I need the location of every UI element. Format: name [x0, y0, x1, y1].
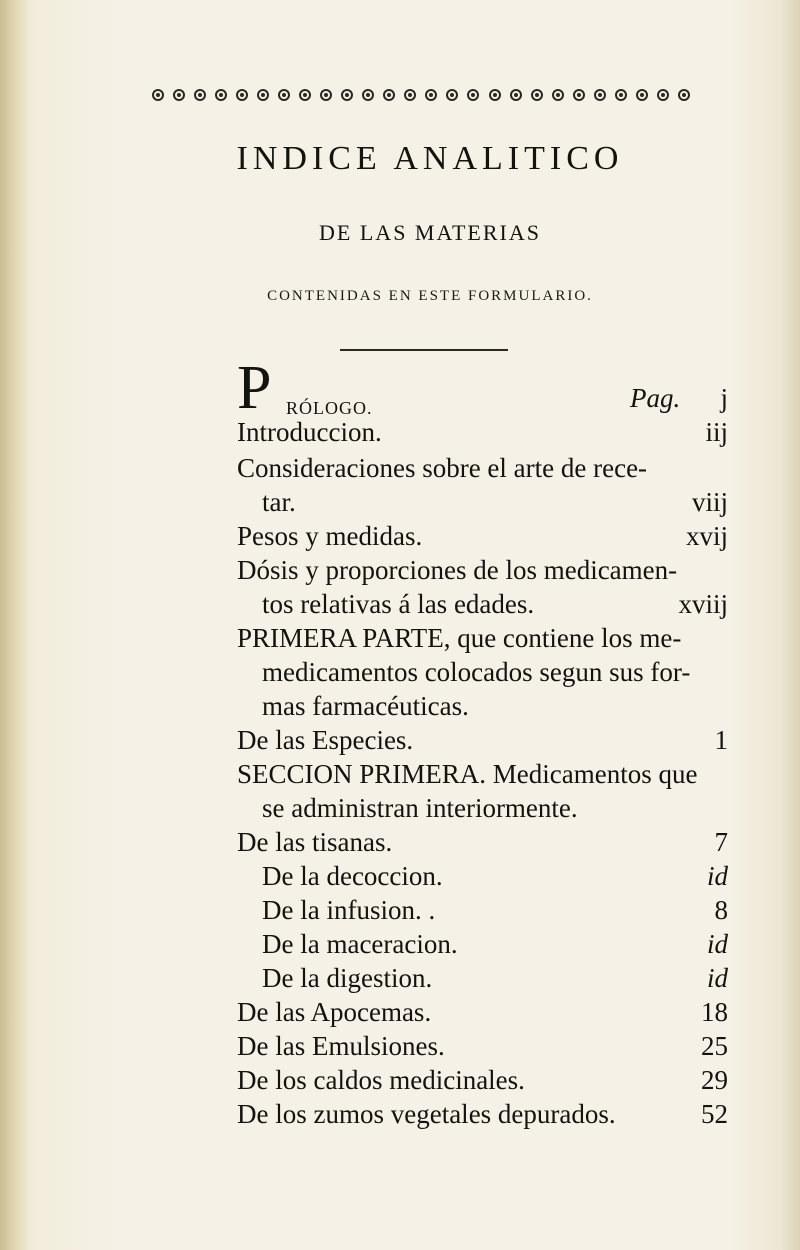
entry-page: 7: [714, 827, 728, 857]
entry-page: 29: [701, 1065, 728, 1095]
entry-page: id: [706, 963, 728, 993]
entry-text: PRIMERA PARTE, que contiene los me-: [237, 623, 682, 653]
entry-page: xvij: [685, 521, 728, 551]
page-subtitle: DE LAS MATERIAS: [319, 220, 541, 245]
entry-text: Dósis y proporciones de los medicamen-: [237, 555, 678, 585]
entry-page: iij: [705, 417, 728, 447]
entry-text: mas farmacéuticas.: [262, 691, 469, 721]
pag-label: Pag.: [630, 383, 681, 413]
entry-text: De los zumos vegetales depurados.: [237, 1099, 616, 1129]
entry-page: 8: [714, 895, 728, 925]
entry-text: tar.: [262, 487, 296, 517]
prologo-page: j: [720, 383, 728, 413]
entry-page: 25: [701, 1031, 728, 1061]
entry-text: De la decoccion.: [262, 861, 443, 891]
entry-page: xviij: [678, 589, 728, 619]
page-subtitle-2: CONTENIDAS EN ESTE FORMULARIO.: [267, 288, 593, 304]
entry-text: De la infusion. .: [262, 895, 436, 925]
dropcap: P: [237, 354, 272, 422]
entry-text: De las tisanas.: [237, 827, 393, 857]
entry-text: Introduccion.: [237, 417, 382, 447]
entry-page: id: [706, 929, 728, 959]
entry-page: viij: [691, 487, 728, 517]
entry-page: 1: [714, 725, 728, 755]
entry-page: 52: [701, 1099, 728, 1129]
entry-text: De los caldos medicinales.: [237, 1065, 525, 1095]
entry-text: De las Apocemas.: [237, 997, 432, 1027]
entry-text: SECCION PRIMERA. Medicamentos que: [237, 759, 698, 789]
entry-text: De la maceracion.: [262, 929, 458, 959]
entry-text: se administran interiormente.: [262, 793, 578, 823]
entry-page: 18: [701, 997, 728, 1027]
prologo-label: RÓLOGO.: [286, 398, 373, 418]
entry-page: id: [706, 861, 728, 891]
entry-text: Pesos y medidas.: [237, 521, 423, 551]
entry-text: De las Emulsiones.: [237, 1031, 445, 1061]
entry-text: De la digestion.: [262, 963, 433, 993]
page-title: INDICE ANALITICO: [236, 140, 624, 177]
entry-text: medicamentos colocados segun sus for-: [262, 657, 691, 687]
entry-text: tos relativas á las edades.: [262, 589, 535, 619]
entry-text: Consideraciones sobre el arte de rece-: [237, 453, 648, 483]
entry-text: De las Especies.: [237, 725, 414, 755]
